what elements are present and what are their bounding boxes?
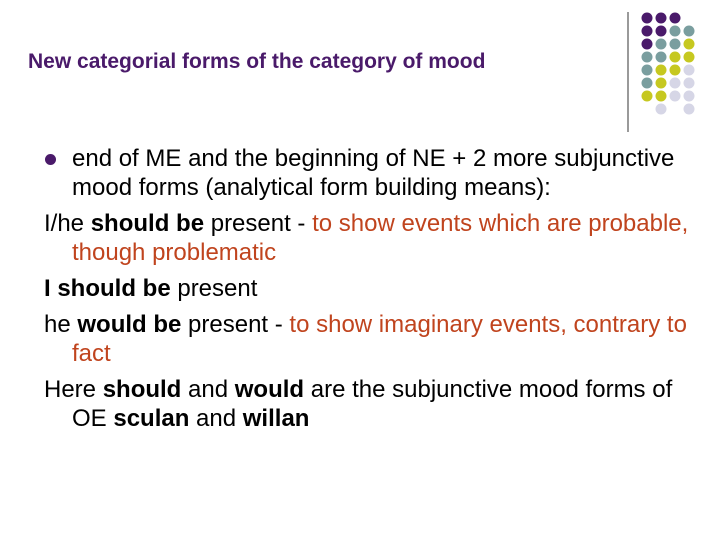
decor-dot <box>642 52 653 63</box>
text-segment: are the subjunctive mood forms of OE <box>72 376 673 432</box>
decor-dot <box>684 39 695 50</box>
body-line <box>0 144 690 202</box>
decor-dot <box>642 91 653 102</box>
text-segment: present - <box>204 210 313 237</box>
decor-dot <box>656 91 667 102</box>
decor-dot <box>670 78 681 89</box>
decor-dot <box>684 104 695 115</box>
decor-dot <box>642 26 653 37</box>
slide-title: New categorial forms of the category of mood <box>28 50 486 73</box>
text-segment: he <box>44 311 78 338</box>
body-line <box>0 375 690 433</box>
text-segment: and <box>189 405 243 432</box>
decor-dot <box>642 65 653 76</box>
text-segment: I/he <box>44 210 91 237</box>
decor-dot <box>670 52 681 63</box>
decor-dot <box>670 26 681 37</box>
decor-dot <box>670 39 681 50</box>
bold-term: willan <box>242 405 310 432</box>
text-segment: present - <box>181 311 290 338</box>
bold-term: would <box>234 376 305 403</box>
decor-dot <box>656 13 667 24</box>
decor-dot <box>656 26 667 37</box>
bold-term: would be <box>77 311 182 338</box>
decor-dot <box>656 52 667 63</box>
accent-explanation: to show imaginary events, contrary to fact <box>72 311 687 367</box>
slide-body <box>0 144 690 440</box>
decorative-dot-grid <box>0 0 720 140</box>
decor-dot <box>656 104 667 115</box>
decor-dot <box>642 39 653 50</box>
decor-dot <box>642 13 653 24</box>
decor-dot <box>670 13 681 24</box>
decor-dot <box>684 65 695 76</box>
bold-term: sculan <box>113 405 190 432</box>
body-line <box>0 209 690 267</box>
decorative-divider-line <box>627 12 629 132</box>
body-line <box>0 274 690 303</box>
decor-dot <box>684 26 695 37</box>
accent-explanation: to show events which are probable, though problematic <box>72 210 689 266</box>
text-segment: present <box>170 275 258 302</box>
body-line <box>0 310 690 368</box>
bold-term: I should be <box>44 275 171 302</box>
decor-dot <box>656 65 667 76</box>
text-segment: end of ME and the beginning of NE + 2 more subjunctive mood forms (analytical form building means): <box>72 145 675 201</box>
decor-dot <box>684 78 695 89</box>
decor-dot <box>656 78 667 89</box>
text-segment: and <box>181 376 235 403</box>
bold-term: should be <box>90 210 205 237</box>
decor-dot <box>684 91 695 102</box>
decor-dot <box>642 78 653 89</box>
decor-dot <box>656 39 667 50</box>
text-segment: Here <box>44 376 103 403</box>
decor-dot <box>670 65 681 76</box>
decor-dot <box>684 52 695 63</box>
decor-dot <box>670 91 681 102</box>
bold-term: should <box>102 376 182 403</box>
round-bullet-icon <box>45 154 56 165</box>
